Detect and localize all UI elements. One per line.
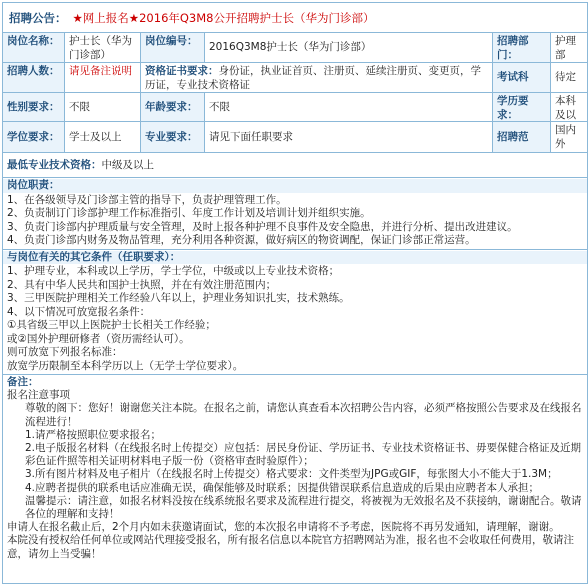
requirement-line: 或②国外护理研修者（资历需经认可）。 [7,332,190,345]
post-code-label: 岗位编号： [141,33,205,62]
post-code-value: 2016Q3M8护士长（华为门诊部） [205,33,493,62]
notes-section [3,375,587,562]
degree-label: 学位要求： [3,122,65,152]
requirements-title: 与岗位有关的其它条件（任职要求）： [3,251,587,265]
notes-disclaimer: 本院没有授权给任何单位或网站代理接受报名，所有报名信息以本院官方招聘网站为准，报名也不会收取任何费用，敬请注意，请勿上当受骗！ [7,534,574,560]
duties-section [3,178,587,250]
requirement-line: 3、三甲医院护理相关工作经验八年以上，护理业务知识扎实，技术熟练。 [7,292,350,304]
header-label: 招聘公告： [9,10,67,25]
duties-title: 岗位职责： [3,179,587,193]
duty-line: 4、负责门诊部内财务及物品管理，充分利用各种资源，做好病区的物资调配，保证门诊部正常运营。 [7,234,476,246]
job-posting-panel [2,2,588,584]
tech-cell [3,153,587,177]
notes-title: 备注： [7,376,39,388]
requirement-line: 则可放宽下列报名标准： [7,346,123,358]
tech-label: 最低专业技术资格： [7,159,102,171]
major-label: 专业要求： [141,122,205,152]
gender-value: 不限 [65,93,141,121]
scope-label: 招聘范 [493,122,551,152]
notes-greeting: 尊敬的阁下：您好！谢谢您关注本院。在报名之前，请您认真查看本次招聘公告内容，必须严格按照公告要求及在线报名流程进行！ [25,402,582,428]
notes-item: 2.电子版报名材料（在线报名时上传提交）应包括：居民身份证、学历证书、专业技术资格证书、毋要保健合格证及近期彩色证件照等相关证明材料电子版一份（资格审查时验原件）； [25,442,582,468]
posting-header [3,3,587,33]
scope-value: 国内外 [555,124,576,150]
requirement-line: 2、具有中华人民共和国护士执照，并在有效注册范围内； [7,278,277,291]
cert-cell [141,63,493,92]
info-row-4 [3,122,587,153]
age-label: 年龄要求： [141,93,205,121]
info-row-1 [3,33,587,63]
gender-label: 性别要求： [3,93,65,121]
info-row-3 [3,93,587,122]
edu-value: 本科及以 [555,95,576,121]
duty-line: 3、负责门诊部内护理质量与安全管理，及时上报各种护理不良事件及安全隐患，并进行分析、提出改进建议。 [7,220,518,233]
notes-heading: 报名注意事项 [7,389,70,402]
notes-item: 1.请严格按照职位要求报名； [25,428,162,441]
post-name-value: 护士长（华为门诊部） [65,33,141,62]
cert-value: 身份证，执业证首页、注册页、延续注册页、变更页，学历证，专业技术资格证 [145,65,481,91]
edu-label: 学历要求： [493,93,551,121]
posting-title[interactable]: ★网上报名★2016年Q3M8公开招聘护士长（华为门诊部） [72,10,375,25]
exam-value: 待定 [555,71,576,83]
post-name-label: 岗位名称： [3,33,65,62]
dept-value: 护理部 [555,35,576,61]
count-value: 请见备注说明 [65,63,141,92]
notes-apply: 申请人在报名截止后，2个月内如未获邀请面试，您的本次报名申请将不予考虑，医院将不再另发通知，请理解，谢谢。 [7,521,560,534]
cert-label: 资格证书要求： [145,65,219,77]
duty-line: 2、负责制订门诊部护理工作标准指引、年度工作计划及培训计划并组织实施。 [7,207,371,219]
notes-reminder: 温馨提示：请注意，如报名材料没按在线系统报名要求及流程进行提交，将被视为无效报名及不获接纳，谢谢配合。敬请各位的理解和支持！ [25,494,582,521]
major-value: 请见下面任职要求 [205,122,493,152]
requirement-line: 1、护理专业，本科或以上学历，学士学位，中级或以上专业技术资格； [7,265,340,277]
dept-label: 招聘部门： [493,33,551,62]
notes-item: 4.应聘者提供的联系电话应准确无误，确保能够及时联系；因提供错误联系信息造成的后果由应聘者本人承担； [25,481,540,494]
duty-line: 1、在各级领导及门诊部主管的指导下，负责护理管理工作。 [7,193,287,206]
tech-value: 中级及以上 [101,159,154,171]
age-value: 不限 [205,93,493,121]
notes-item: 3.所有图片材料及电子相片（在线报名时上传提交）格式要求：文件类型为JPG或GIF，每张图大小不能大于1.3M； [25,468,558,481]
count-label: 招聘人数： [3,63,65,92]
requirements-section [3,250,587,376]
info-row-2 [3,63,587,93]
degree-value: 学士及以上 [65,122,141,152]
requirement-line: 放宽学历限制至本科学历以上（无学士学位要求）。 [7,359,244,372]
requirement-line: 4、以下情况可放宽报名条件： [7,305,151,318]
info-row-5 [3,153,587,178]
requirement-line: ①具省级三甲以上医院护士长相关工作经验； [7,319,216,331]
exam-label: 考试科 [493,63,551,92]
